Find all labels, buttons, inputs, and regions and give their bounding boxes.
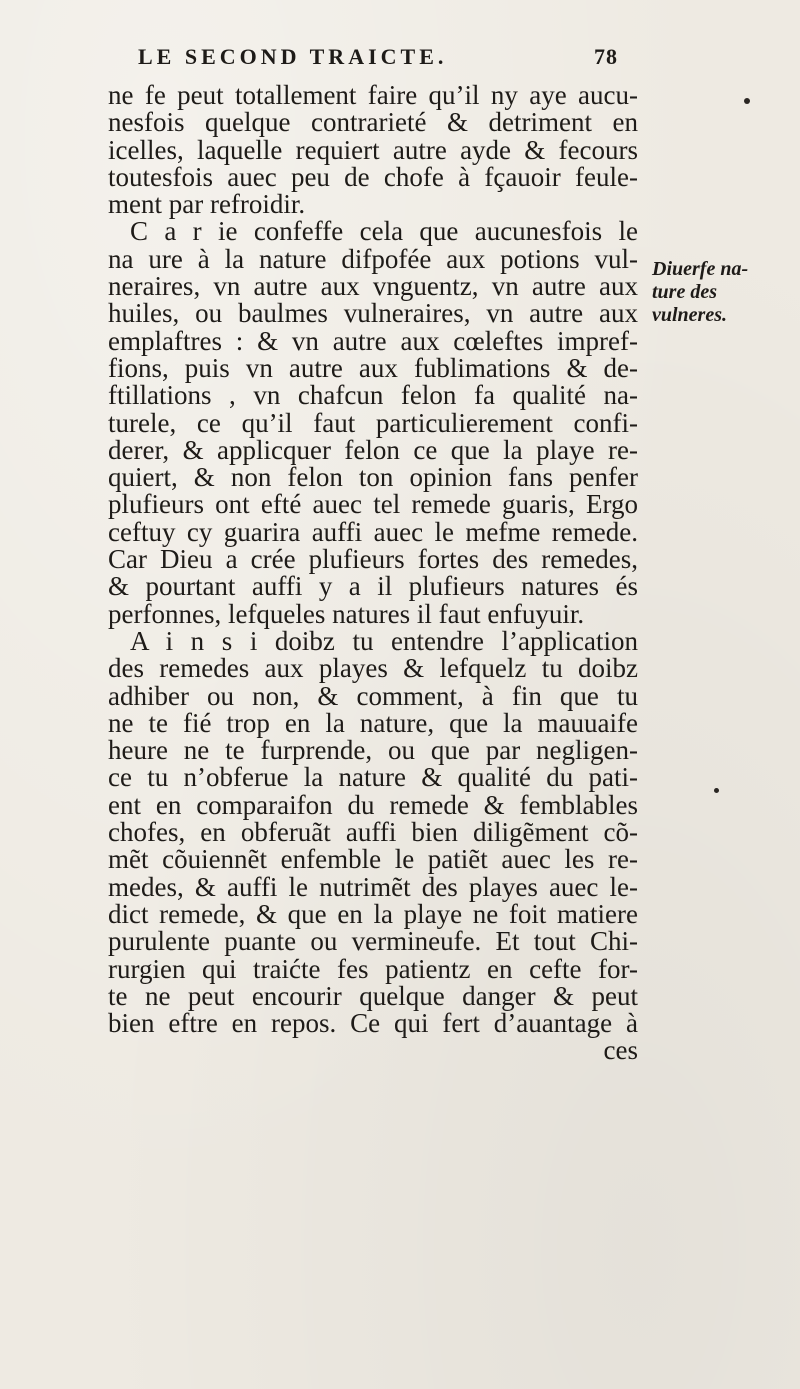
text-line: heure ne te furprende, ou que par negligen- <box>108 735 638 766</box>
text-line: adhiber ou non, & comment, à fin que tu <box>108 680 638 711</box>
text-line: purulente puante ou vermineufe. Et tout Chi- <box>108 926 638 957</box>
text-line: ment par refroidir. <box>108 189 306 220</box>
text-line: C a r ie confeffe cela que aucunesfois le <box>130 216 638 247</box>
text-line: des remedes aux playes & lefquelz tu doibz <box>108 653 638 684</box>
text-line: bien eftre en repos. Ce qui fert d’auantage à <box>108 1008 638 1039</box>
text-line: perfonnes, lefqueles natures il faut enfuyuir. <box>108 598 585 629</box>
text-line: Car Dieu a crée plufieurs fortes des remedes, <box>108 544 638 575</box>
text-line: emplaftres : & vn autre aux cœleftes impref- <box>108 325 638 356</box>
text-line: nesfois quelque contrarieté & detriment en <box>108 107 638 138</box>
text-line: chofes, en obferuãt auffi bien diligẽment cõ- <box>108 817 638 848</box>
running-head <box>138 44 618 76</box>
text-line: fions, puis vn autre aux fublimations & de- <box>108 352 638 383</box>
text-line: icelles, laquelle requiert autre ayde & fecours <box>108 134 638 165</box>
ink-speck <box>744 98 750 104</box>
text-line: ne fe peut totallement faire qu’il ny aye aucu- <box>108 80 638 110</box>
text-line: A i n s i doibz tu entendre l’application <box>130 625 638 656</box>
text-line: turele, ce qu’il faut particulierement confi- <box>108 407 638 438</box>
ink-speck <box>714 788 719 793</box>
text-line: toutesfois auec peu de chofe à fçauoir feule- <box>108 161 638 192</box>
catchword: ces <box>603 1035 638 1066</box>
text-line: ceftuy cy guarira auffi auec le mefme remede. <box>108 516 638 547</box>
margin-note-line: vulneres. <box>652 304 727 326</box>
margin-note <box>652 258 792 327</box>
text-line: mẽt cõuiennẽt enfemble le patiẽt auec les re- <box>108 844 638 875</box>
text-line: ftillations , vn chafcun felon fa qualité na- <box>108 380 638 411</box>
text-line: ce tu n’obferue la nature & qualité du pati- <box>108 762 638 793</box>
text-line: na ure à la nature difpofée aux potions vul- <box>108 243 638 274</box>
margin-note-line: ture des <box>652 281 717 303</box>
body-text <box>108 82 638 1065</box>
text-line: derer, & applicquer felon ce que la playe re- <box>108 434 638 465</box>
text-line: ent en comparaifon du remede & femblables <box>108 789 638 820</box>
text-line: te ne peut encourir quelque danger & peut <box>108 980 638 1011</box>
page-number: 78 <box>594 44 618 69</box>
text-line: quiert, & non felon ton opinion fans penfer <box>108 462 638 493</box>
margin-note-line: Diuerfe na- <box>652 258 749 280</box>
text-line: plufieurs ont efté auec tel remede guaris, Ergo <box>108 489 638 520</box>
text-line: medes, & auffi le nutrimẽt des playes auec le- <box>108 871 638 902</box>
text-line: ne te fié trop en la nature, que la mauuaife <box>108 707 638 738</box>
text-line: dict remede, & que en la playe ne foit matiere <box>108 898 638 929</box>
text-line: rurgien qui traićte fes patientz en cefte for- <box>108 953 638 984</box>
text-line: & pourtant auffi y a il plufieurs natures és <box>108 571 638 602</box>
text-line: neraires, vn autre aux vnguentz, vn autre aux <box>108 271 638 302</box>
text-line: huiles, ou baulmes vulneraires, vn autre aux <box>108 298 638 329</box>
running-head-title: LE SECOND TRAICTE. <box>138 44 448 69</box>
